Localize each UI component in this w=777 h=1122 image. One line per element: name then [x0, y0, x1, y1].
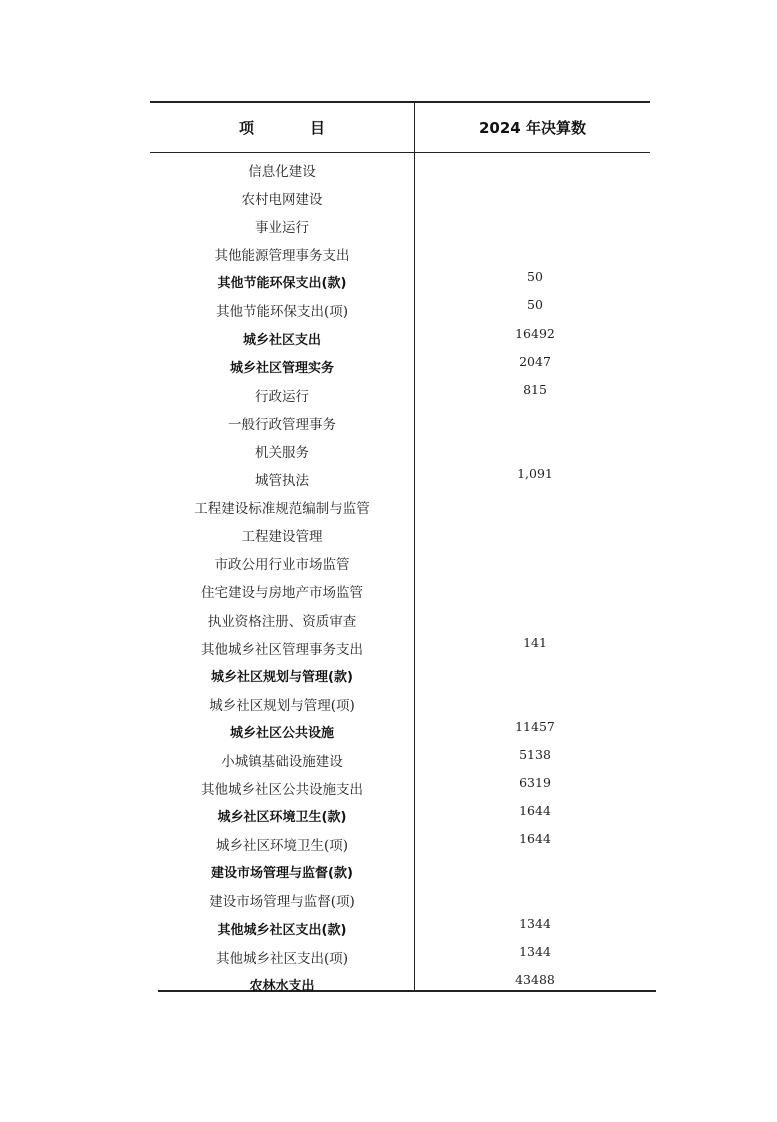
row-value: 5138: [519, 746, 551, 762]
table-row: [150, 664, 660, 692]
row-label: 城乡社区规划与管理(款): [211, 669, 353, 685]
table-row: [150, 579, 660, 607]
row-label: 住宅建设与房地产市场监管: [201, 585, 363, 602]
row-value: 1344: [519, 943, 551, 959]
table-row: [150, 214, 660, 242]
table-header-rule: [150, 152, 650, 153]
row-label: 其他城乡社区支出(款): [217, 922, 347, 938]
row-value: 141: [523, 634, 547, 650]
table-row: [150, 608, 660, 636]
row-label: 城管执法: [255, 473, 309, 490]
table-row: [150, 186, 660, 214]
row-value: 50: [527, 269, 543, 285]
table-row: [150, 551, 660, 579]
row-label: 城乡社区支出: [242, 332, 321, 348]
table-row: [150, 158, 660, 186]
row-value: 6319: [519, 775, 551, 791]
table-row: [150, 973, 660, 1001]
table-row: [150, 720, 660, 748]
row-value: 43488: [515, 971, 555, 987]
row-value: 16492: [515, 325, 555, 341]
table-row: [150, 776, 660, 804]
row-label: 城乡社区环境卫生(项): [215, 838, 349, 855]
row-label: 其他节能环保支出(款): [217, 276, 347, 292]
row-label: 其他城乡社区支出(项): [215, 950, 349, 967]
table-row: [150, 804, 660, 832]
table-row: [150, 860, 660, 888]
row-label: 工程建设标准规范编制与监管: [194, 501, 370, 518]
row-value: 50: [527, 297, 543, 313]
column-header-item: [150, 112, 414, 144]
table-row: [150, 888, 660, 916]
table-row: [150, 692, 660, 720]
table-row: [150, 355, 660, 383]
table-row: [150, 832, 660, 860]
row-label: 其他城乡社区公共设施支出: [201, 782, 363, 799]
table-row: [150, 242, 660, 270]
table-row: [150, 748, 660, 776]
table-row: [150, 270, 660, 298]
table-row: [150, 327, 660, 355]
table-top-rule: [150, 101, 650, 103]
row-label: 建设市场管理与监督(项): [209, 894, 355, 911]
row-value: 1344: [519, 915, 551, 931]
table-row: [150, 439, 660, 467]
row-label: 城乡社区环境卫生(款): [217, 810, 347, 826]
row-label: 城乡社区公共设施: [229, 725, 334, 741]
table-row: [150, 298, 660, 326]
table-row: [150, 495, 660, 523]
row-value: 815: [523, 381, 547, 397]
row-label: 城乡社区管理实务: [229, 360, 334, 376]
row-label: 执业资格注册、资质审查: [207, 613, 357, 630]
row-label: 其他城乡社区管理事务支出: [201, 641, 363, 658]
row-label: 工程建设管理: [241, 529, 323, 546]
row-label: 其他能源管理事务支出: [214, 248, 350, 265]
table-row: [150, 411, 660, 439]
row-label: 机关服务: [255, 444, 309, 461]
row-label: 市政公用行业市场监管: [214, 557, 350, 574]
row-label: 一般行政管理事务: [228, 416, 336, 433]
row-value: 2047: [519, 353, 551, 369]
column-header-item-part2: 目: [310, 119, 326, 137]
row-label: 小城镇基础设施建设: [221, 753, 343, 770]
row-label: 事业运行: [255, 220, 309, 237]
table-row: [150, 467, 660, 495]
table-row: [150, 945, 660, 973]
row-value: 1644: [519, 803, 551, 819]
row-value: 1,091: [517, 466, 553, 482]
row-label: 行政运行: [255, 388, 309, 405]
table-row: [150, 383, 660, 411]
row-label: 建设市场管理与监督(款): [211, 866, 353, 882]
row-label: 农村电网建设: [241, 192, 323, 209]
row-label: 其他节能环保支出(项): [215, 304, 349, 321]
row-label: 城乡社区规划与管理(项): [209, 697, 355, 714]
row-label: 农林水支出: [249, 978, 315, 994]
row-value: 11457: [515, 718, 555, 734]
row-value: 1644: [519, 831, 551, 847]
table-body: [150, 158, 660, 1001]
table-row: [150, 636, 660, 664]
table-row: [150, 917, 660, 945]
column-header-item-part1: 项: [238, 119, 254, 137]
column-header-year: 2024 年决算数: [479, 119, 586, 137]
row-label: 信息化建设: [248, 164, 316, 180]
table-row: [150, 523, 660, 551]
